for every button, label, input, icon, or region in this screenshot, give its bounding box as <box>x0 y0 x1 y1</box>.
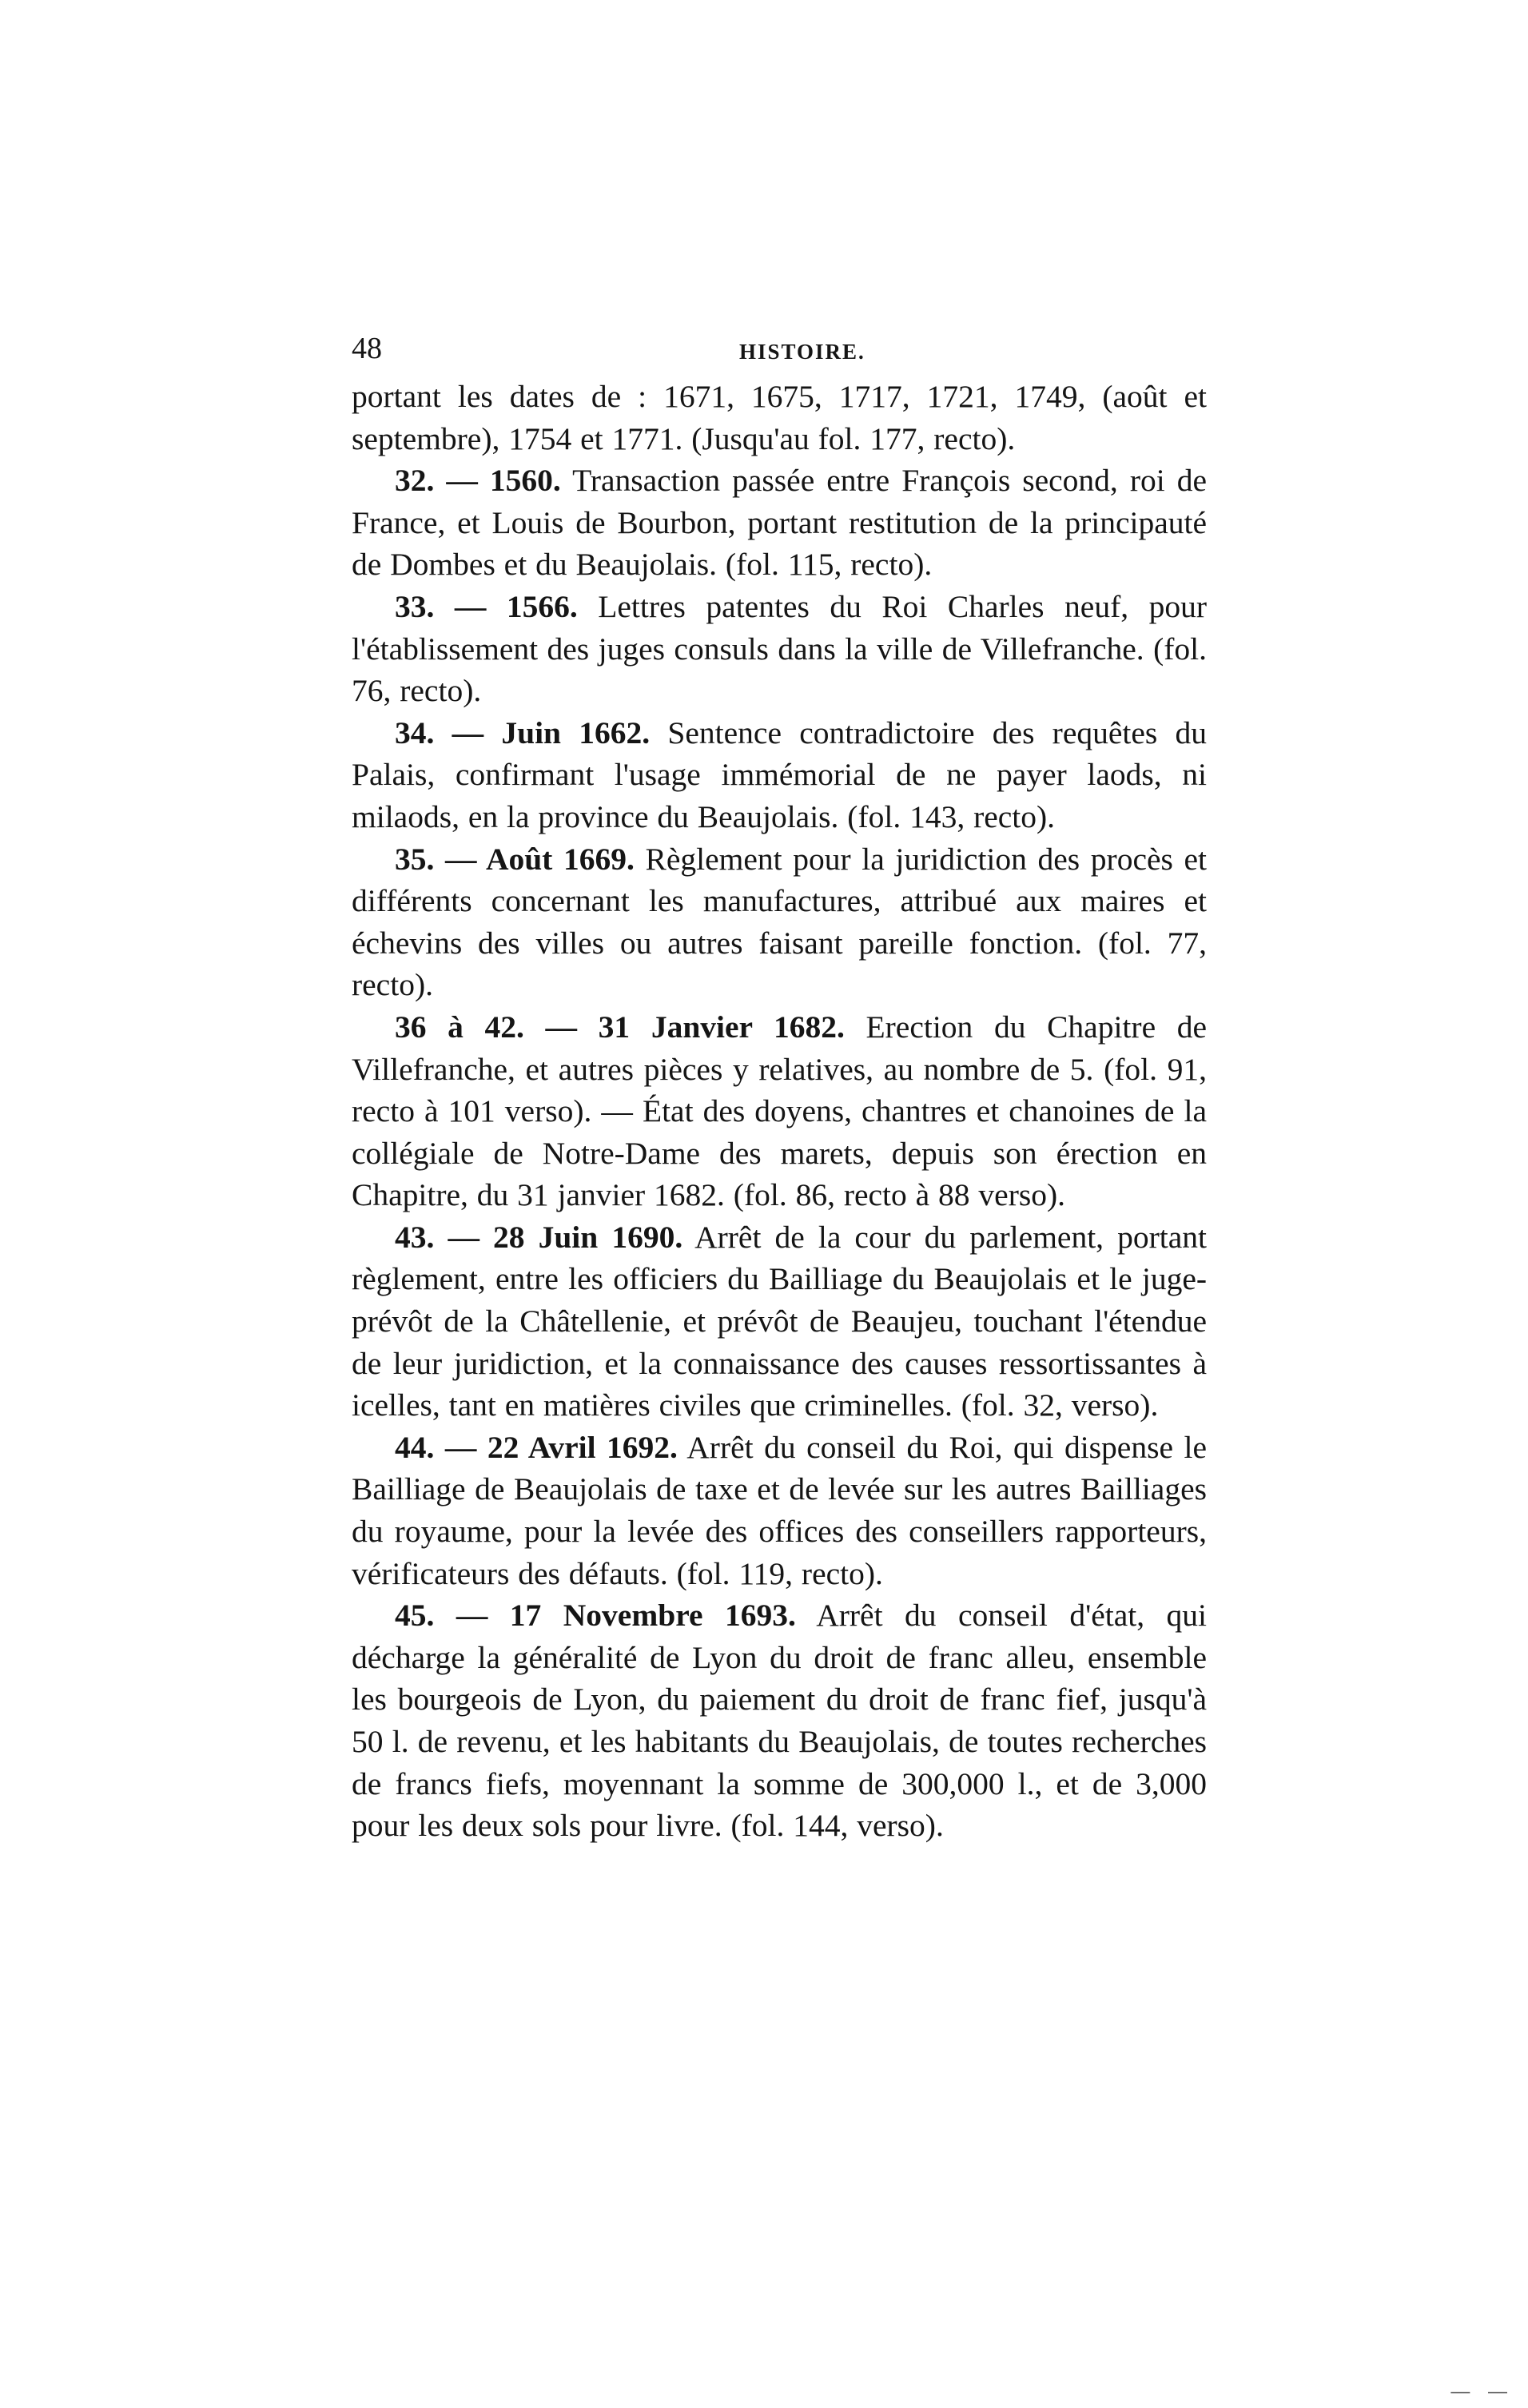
page-body <box>352 376 1207 1847</box>
entry-36-42 <box>352 1006 1207 1216</box>
entry-number: 43. <box>395 1219 435 1255</box>
entry-35 <box>352 838 1207 1006</box>
entry-text: Arrêt de la cour du parlement, portant règlement, entre les officiers du Bailliage du Beaujolais et le juge-prévôt de la Châtellenie, et prévôt de Beaujeu, touchant l'étendue de leur juridiction, et la connaissance des causes ressortissantes à icelles, tant en matières civiles que criminelles. (fol. 32, verso). <box>352 1219 1207 1423</box>
entry-date: — 1566. <box>454 588 578 624</box>
entry-date: — 31 Janvier 1682. <box>545 1009 845 1045</box>
entry-date: — 17 Novembre 1693. <box>456 1598 796 1634</box>
entry-date: — 28 Juin 1690. <box>448 1219 683 1255</box>
entry-text: Lettres patentes du Roi Charles neuf, pour l'établissement des juges consuls dans la ville de Villefranche. (fol. 76, recto). <box>352 588 1208 709</box>
entry-number: 35. <box>395 841 435 877</box>
entry-text: Règlement pour la juridiction des procès et différents concernant les manufactures, attribué aux maires et échevins des villes ou autres faisant pareille fonction. (fol. 77, recto). <box>352 841 1208 1003</box>
entry-number: 44. <box>395 1429 435 1465</box>
entry-date: — Juin 1662. <box>452 714 651 750</box>
entry-33 <box>352 586 1207 712</box>
running-title: HISTOIRE. <box>739 340 865 364</box>
entry-number: 32. <box>395 463 435 499</box>
entry-date: — 1560. <box>446 463 561 499</box>
entry-44 <box>352 1427 1207 1594</box>
entry-number: 45. <box>395 1598 435 1634</box>
page-number: 48 <box>352 332 382 365</box>
entry-34 <box>352 712 1207 838</box>
entry-43 <box>352 1216 1207 1427</box>
entry-text: Transaction passée entre François second, roi de France, et Louis de Bourbon, portant restitution de la principauté de Dombes et du Beaujolais. (fol. 115, recto). <box>352 463 1207 583</box>
entry-number: 36 à 42. <box>395 1009 524 1045</box>
entry-text: Arrêt du conseil du Roi, qui dispense le Bailliage de Beaujolais de taxe et de levée sur les autres Bailliages du royaume, pour la levée des offices des conseillers rapporteurs, vérificateurs des défauts. (fol. 119, recto). <box>352 1429 1207 1591</box>
entry-date: — Août 1669. <box>445 841 635 877</box>
entry-number: 33. <box>395 588 435 624</box>
entry-45 <box>352 1594 1207 1847</box>
entry-date: — 22 Avril 1692. <box>444 1429 678 1465</box>
continuation-paragraph: portant les dates de : 1671, 1675, 1717, 1721, 1749, (août et septembre), 1754 et 1771. (Jusqu'au fol. 177, recto). <box>352 379 1207 456</box>
entry-32 <box>352 460 1207 586</box>
entry-number: 34. <box>395 714 435 750</box>
entry-text: Sentence contradictoire des requêtes du Palais, confirmant l'usage immémorial de ne payer laods, ni milaods, en la province du Beaujolais. (fol. 143, recto). <box>352 714 1208 834</box>
entry-text: Erection du Chapitre de Villefranche, et autres pièces y relatives, au nombre de 5. (fol. 91, recto à 101 verso). — État des doyens, chantres et chanoines de la collégiale de Notre-Dame des marets, depuis son érection en Chapitre, du 31 janvier 1682. (fol. 86, recto à 88 verso). <box>352 1009 1208 1213</box>
entry-text: Arrêt du conseil d'état, qui décharge la généralité de Lyon du droit de franc alleu, ensemble les bourgeois de Lyon, du paiement du droit de franc fief, jusqu'à 50 l. de revenu, et les habitants du Beaujolais, de toutes recherches de francs fiefs, moyennant la somme de 300,000 l., et de 3,000 pour les deux sols pour livre. (fol. 144, verso). <box>352 1598 1208 1844</box>
page-header <box>352 326 1207 371</box>
footer-marks: — — <box>1450 2381 1514 2402</box>
